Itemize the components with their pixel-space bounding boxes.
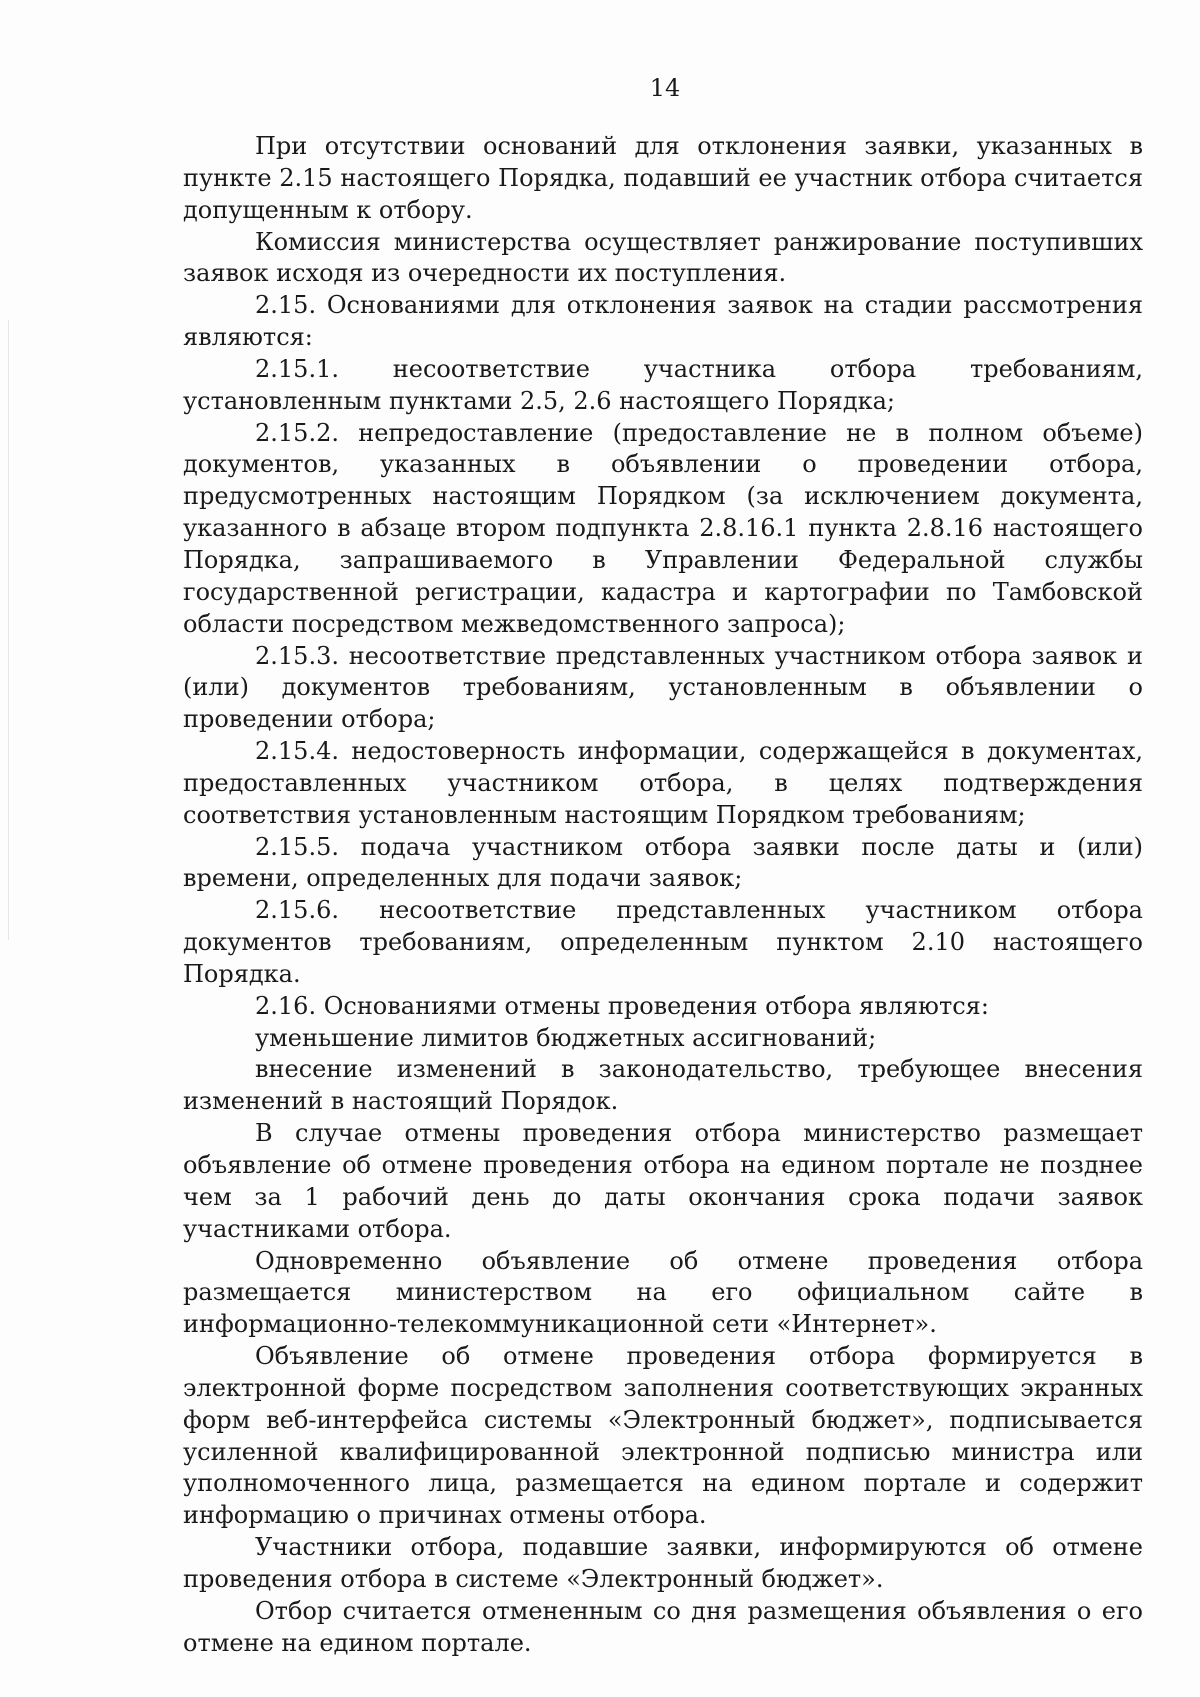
paragraph-effective: Отбор считается отмененным со дня размещения объявления о его отмене на едином портале.: [183, 1596, 1143, 1657]
paragraph-electronic-form: Объявление об отмене проведения отбора формируется в электронной форме посредством заполнения соответствующих экранных форм веб-интерфейса системы «Электронный бюджет», подписывается усиленной квалифицированной электронной подписью министра или уполномоченного лица, размещается на едином портале и содержит информацию о причинах отмены отбора.: [183, 1342, 1143, 1530]
paragraph-ranking: Комиссия министерства осуществляет ранжирование поступивших заявок исходя из очередности их поступления.: [183, 227, 1143, 288]
paragraph-notification: Участники отбора, подавшие заявки, информируются об отмене проведения отбора в системе «Электронный бюджет».: [183, 1533, 1143, 1593]
paragraph-limits: уменьшение лимитов бюджетных ассигнований;: [255, 1023, 877, 1052]
paragraph-2-15-6: 2.15.6. несоответствие представленных участником отбора документов требованиям, определенным пунктом 2.10 настоящего Порядка.: [183, 896, 1143, 988]
paragraph-cancellation: В случае отмены проведения отбора министерство размещает объявление об отмене проведения отбора на едином портале не позднее чем за 1 рабочий день до даты окончания срока подачи заявок участниками отбора.: [183, 1119, 1143, 1243]
page-number: 14: [649, 74, 681, 102]
paragraph-2-15: 2.15. Основаниями для отклонения заявок на стадии рассмотрения являются:: [183, 291, 1143, 352]
paragraph-2-15-3: 2.15.3. несоответствие представленных участником отбора заявок и (или) документов требованиям, установленным в объявлении о проведении отбора;: [183, 641, 1143, 734]
paragraph-2-15-2: 2.15.2. непредоставление (предоставление не в полном объеме) документов, указанных в объявлении о проведении отбора, предусмотренных настоящим Порядком (за исключением документа, указанного в абзаце втором подпункта 2.8.16.1 пункта 2.8.16 настоящего Порядка, запрашиваемого в Управлении Федеральной службы государственной регистрации, кадастра и картографии по Тамбовской области посредством межведомственного запроса);: [183, 418, 1143, 638]
paragraph-admission: При отсутствии оснований для отклонения заявки, указанных в пункте 2.15 настоящего Порядка, подавший ее участник отбора считается допущенным к отбору.: [183, 132, 1143, 224]
paragraph-2-15-5: 2.15.5. подача участником отбора заявки после даты и (или) времени, определенных для подачи заявок;: [183, 832, 1143, 893]
paragraph-2-16: 2.16. Основаниями отмены проведения отбора являются:: [255, 991, 989, 1020]
scan-edge-line: [8, 320, 9, 940]
paragraph-2-15-1: 2.15.1. несоответствие участника отбора требованиям, установленным пунктами 2.5, 2.6 настоящего Порядка;: [183, 354, 1143, 415]
paragraph-website: Одновременно объявление об отмене проведения отбора размещается министерством на его официальном сайте в информационно-телекоммуникационной сети «Интернет».: [183, 1246, 1143, 1339]
document-body: [183, 131, 1143, 1660]
paragraph-2-15-4: 2.15.4. недостоверность информации, содержащейся в документах, предоставленных участником отбора, в целях подтверждения соответствия установленным настоящим Порядком требованиям;: [183, 737, 1143, 829]
paragraph-legislation: внесение изменений в законодательство, требующее внесения изменений в настоящий Порядок.: [183, 1055, 1143, 1116]
